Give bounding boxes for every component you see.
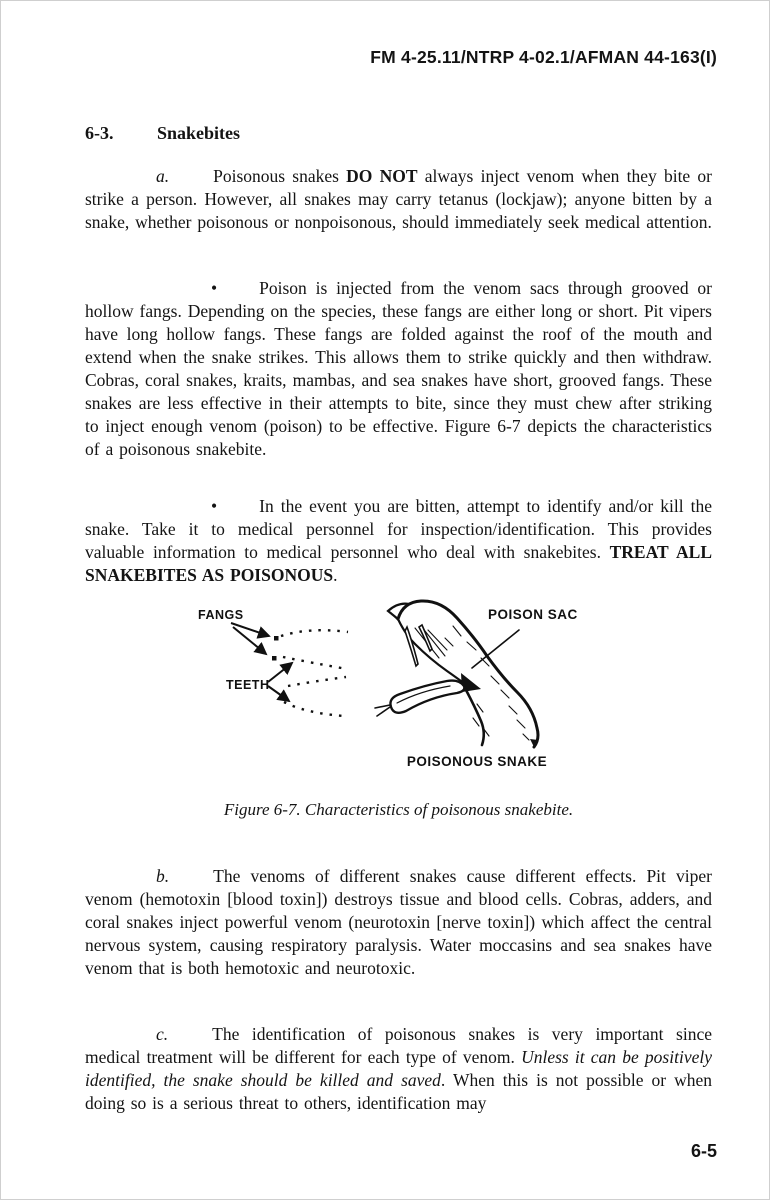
poison-sac-label: POISON SAC [488, 607, 578, 622]
paragraph-a-text: Poisonous snakes DO NOT always inject venom when they bite or strike a person. However, all snakes may carry tetanus (lockjaw); anyone bitten by a snake, whether poisonous or nonpoisonous, should immediately seek medical attention. [85, 166, 712, 232]
bullet-item-1-text: Poison is injected from the venom sacs through grooved or hollow fangs. Depending on the species, these fangs are either long or short. Pit vipers have long hollow fangs. These fangs are folded against the roof of the mouth and extend when the snake strikes. This allows them to strike quickly and then withdraw. Cobras, coral snakes, kraits, mambas, and sea snakes have short, grooved fangs. These snakes are less effective in their attempts to bite, since they must chew after striking to inject enough venom (poison) to be effective. Figure 6-7 depicts the characteristics of a poisonous snakebite. [85, 278, 712, 459]
bullet-item-2 [85, 495, 712, 587]
section-heading [85, 123, 712, 144]
section-number: 6-3. [85, 123, 114, 143]
bullet-marker: • [211, 278, 218, 298]
section-title: Snakebites [157, 123, 241, 143]
poison-sac-pointer-line [472, 630, 519, 668]
paragraph-c-label: c. [156, 1024, 169, 1044]
paragraph-b-text: The venoms of different snakes cause different effects. Pit viper venom (hemotoxin [blood toxin]) destroys tissue and blood cells. Cobras, adders, and coral snakes inject powerful venom (neurotoxin [nerve toxin]) which affect the central nervous system, causing respiratory paralysis. Water moccasins and sea snakes have venom that is both hemotoxic and neurotoxic. [85, 866, 712, 978]
teeth-marks-dotted-row [284, 702, 344, 716]
document-header: FM 4-25.11/NTRP 4-02.1/AFMAN 44-163(I) [370, 47, 717, 67]
fang-puncture-dot [272, 656, 277, 661]
paragraph-b [85, 865, 712, 980]
teeth-marks-dotted-row [281, 630, 348, 636]
bullet-item-2-text: In the event you are bitten, attempt to identify and/or kill the snake. Take it to medical personnel for inspection/identification. This provides valuable information to medical personnel who deal with snakebites. TREAT ALL SNAKEBITES AS POISONOUS. [85, 496, 712, 585]
figure-caption: Figure 6-7. Characteristics of poisonous snakebite. [223, 800, 574, 819]
figure-6-7-snakebite-illustration [85, 586, 712, 801]
poisonous-snake-label: POISONOUS SNAKE [406, 754, 548, 769]
paragraph-c [85, 1023, 712, 1115]
snake-head-drawing [375, 601, 538, 747]
teeth-label: TEETH [226, 678, 270, 692]
paragraph-a-label: a. [156, 166, 170, 186]
bullet-marker: • [211, 496, 218, 516]
page-number: 6-5 [690, 1141, 717, 1161]
paragraph-b-label: b. [156, 866, 170, 886]
teeth-arrow-icon [268, 663, 292, 682]
fangs-label: FANGS [198, 608, 244, 622]
paragraph-c-text: The identification of poisonous snakes is very important since medical treatment will be different for each type of venom. Unless it can be positively identified, the snake should be killed and saved. When this is not possible or when doing so is a serious threat to others, identification may [85, 1024, 712, 1113]
bite-pattern-diagram [198, 608, 348, 716]
paragraph-a [85, 165, 712, 234]
fang-puncture-dot [274, 636, 279, 641]
teeth-marks-dotted-row [283, 657, 347, 669]
fangs-arrow-icon [233, 627, 266, 654]
teeth-marks-dotted-row [288, 677, 346, 686]
teeth-arrow-icon [268, 686, 289, 701]
bullet-item-1 [85, 277, 712, 461]
